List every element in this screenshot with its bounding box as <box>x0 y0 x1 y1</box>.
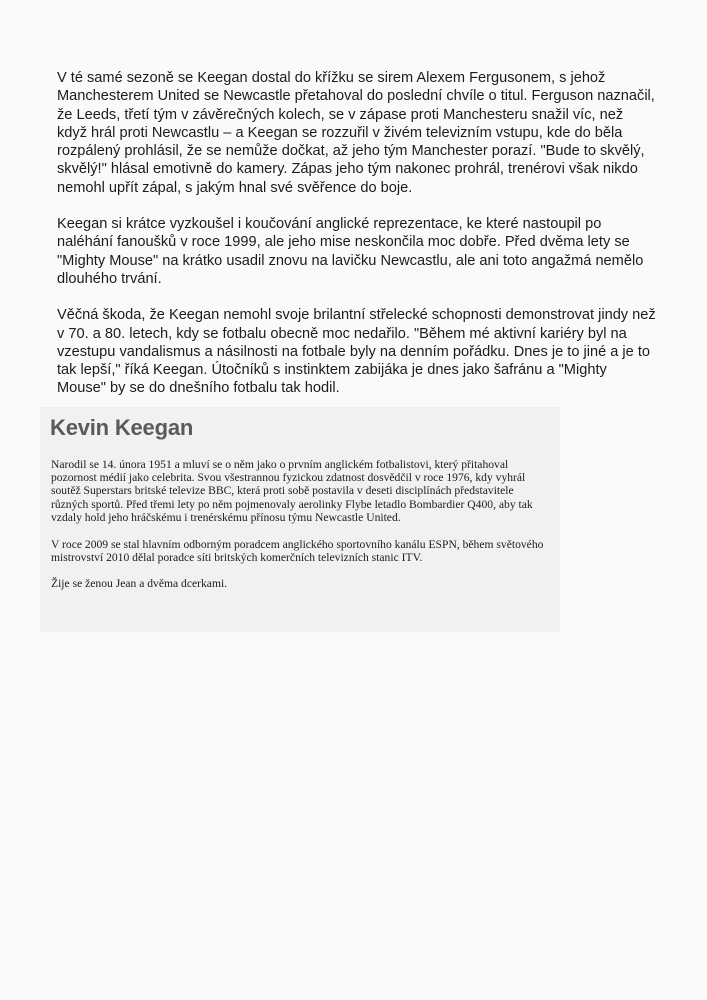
profile-box-body <box>51 458 551 604</box>
article-paragraph-1: V té samé sezoně se Keegan dostal do křížku se sirem Alexem Fergusonem, s jehož Manchesterem United se Newcastle přetahoval do poslední chvíle o titul. Ferguson naznačil, že Leeds, třetí tým v závěrečných kolech, se v zápase proti Manchesteru snažil víc, než když hrál proti Newcastlu – a Keegan se rozzuřil v živém televizním vstupu, kde do běla rozpálený prohlásil, že se nemůže dočkat, až jeho tým Manchester porazí. "Bude to skvělý, skvělý!" hlásal emotivně do kamery. Zápas jeho tým nakonec prohrál, trenérovi však nikdo nemohl upřít zápal, s jakým hnal své svěřence do boje. <box>57 70 655 196</box>
profile-box-title: Kevin Keegan <box>50 415 194 440</box>
article-body <box>57 69 657 416</box>
profile-paragraph-1: Narodil se 14. února 1951 a mluví se o něm jako o prvním anglickém fotbalistovi, který přitahoval pozornost médií jako celebrita. Svou všestrannou fyzickou zdatnost dosvědčil v roce 1976, kdy vyhrál soutěž Superstars britské televize BBC, která proti sobě postavila v deseti disciplínách představitele různých sportů. Před třemi lety po něm pojmenovaly aerolinky Flybe letadlo Bombardier Q400, aby tak vzdaly hold jeho hráčskému i trenérskému přínosu týmu Newcastle United. <box>51 458 533 524</box>
article-paragraph-3: Věčná škoda, že Keegan nemohl svoje brilantní střelecké schopnosti demonstrovat jindy než v 70. a 80. letech, kdy se fotbalu obecně moc nedařilo. "Během mé aktivní kariéry byl na vzestupu vandalismus a násilnosti na fotbale byly na denním pořádku. Dnes je to jiné a je to tak lepší," říká Keegan. Útočníků s instinktem zabijáka je dnes jako šafránu a "Mighty Mouse" by se do dnešního fotbalu tak hodil. <box>57 307 656 397</box>
profile-paragraph-2: V roce 2009 se stal hlavním odborným poradcem anglického sportovního kanálu ESPN, během světového mistrovství 2010 dělal poradce síti britských komerčních televizních stanic ITV. <box>51 537 544 564</box>
profile-paragraph-3: Žije se ženou Jean a dvěma dcerkami. <box>51 577 228 591</box>
article-paragraph-2: Keegan si krátce vyzkoušel i koučování anglické reprezentace, ke které nastoupil po naléhání fanoušků v roce 1999, ale jeho mise neskončila moc dobře. Před dvěma lety se "Mighty Mouse" na krátko usadil znovu na lavičku Newcastlu, ale ani toto angažmá nemělo dlouhého trvání. <box>57 216 644 287</box>
